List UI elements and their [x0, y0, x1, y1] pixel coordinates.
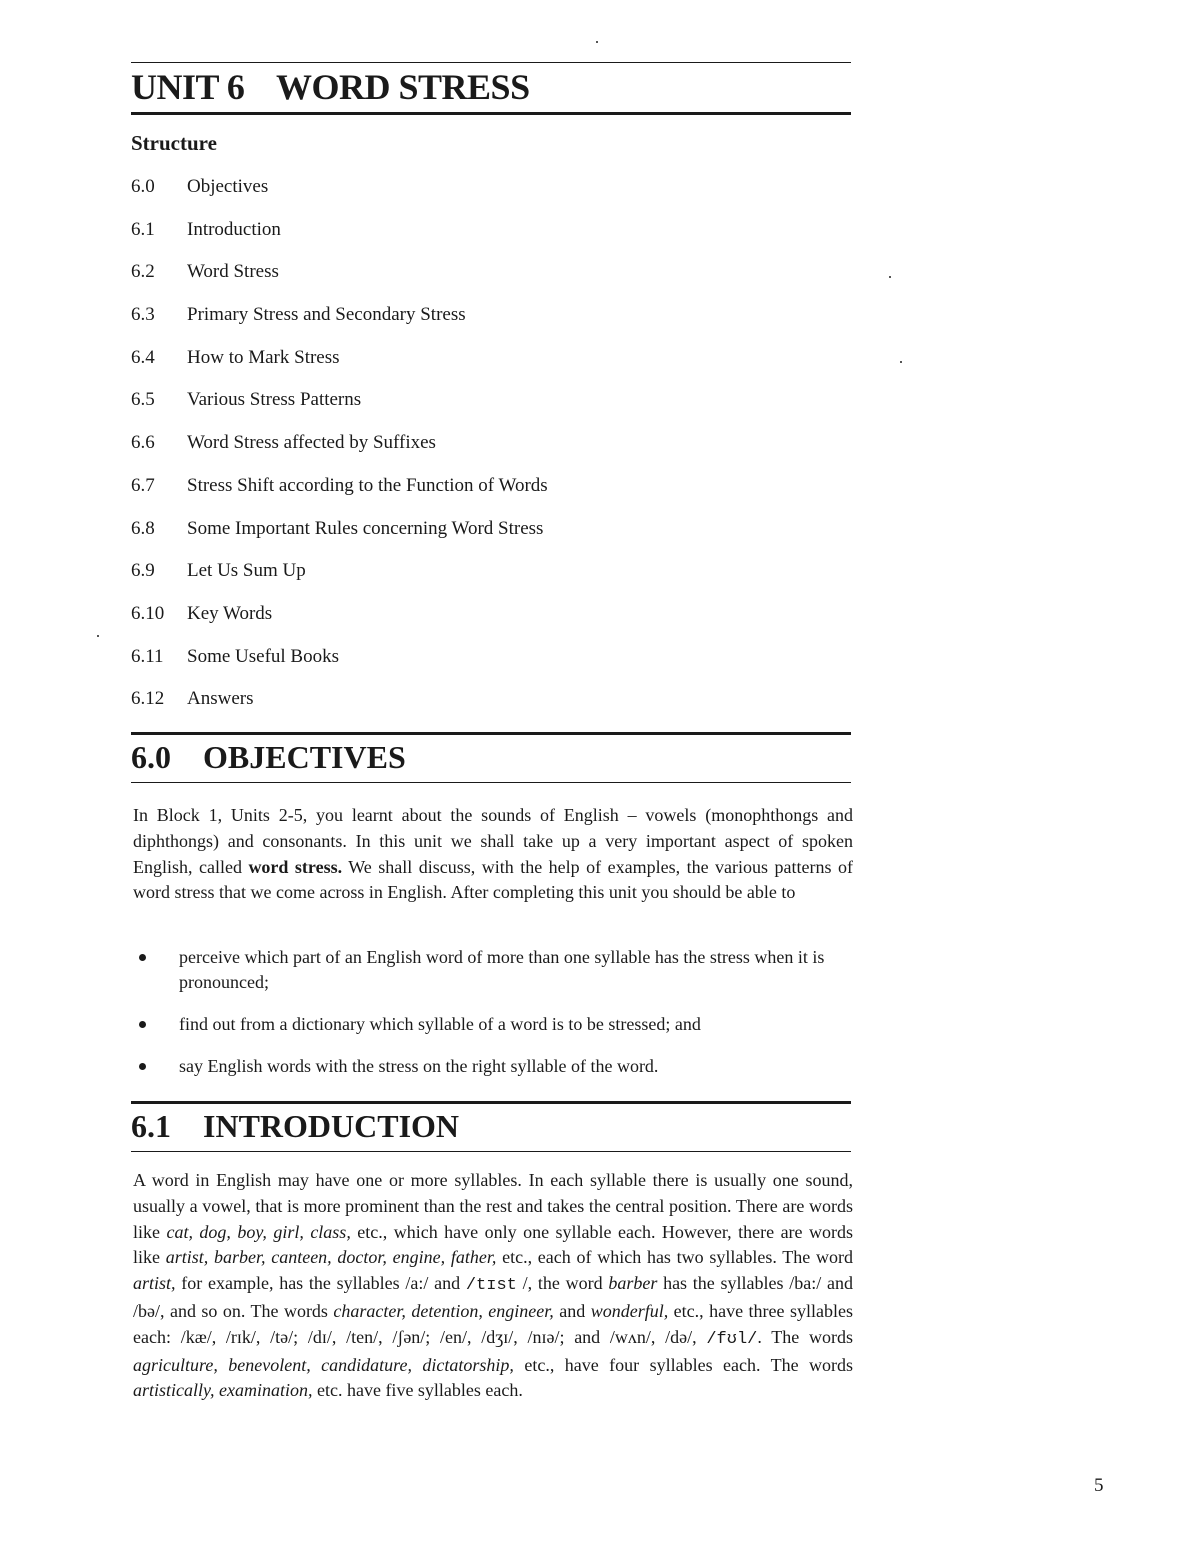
structure-item-number: 6.5 [131, 389, 155, 411]
example-words: character, detention, engineer, [333, 1300, 554, 1321]
structure-item-label: Some Useful Books [187, 645, 339, 667]
paragraph-text: /, the word [516, 1273, 609, 1294]
structure-item-number: 6.7 [131, 474, 155, 496]
structure-item-label: Introduction [187, 218, 281, 240]
paragraph-text: etc., each of which has two syllables. The word [496, 1247, 853, 1268]
structure-item [131, 261, 548, 304]
structure-item-number: 6.3 [131, 304, 155, 326]
section-number: 6.1 [131, 1108, 171, 1144]
section-title-text: INTRODUCTION [203, 1108, 460, 1144]
introduction-paragraph [133, 1168, 853, 1404]
introduction-bottom-rule [131, 1151, 851, 1152]
paragraph-text: has the syllables /ba:/ and /bə/, and so on. The words [133, 1273, 853, 1321]
paragraph-text: In Block 1, Units 2-5, you learnt about the sounds of English – vowels (monophthongs and diphthongs) and consonants. In this unit we shall take up a very important aspect of spoken English, called [133, 805, 853, 877]
example-words: artistically, examination, [133, 1380, 313, 1401]
paragraph-text: We shall discuss, with the help of examples, the various patterns of word stress that we come across in English. After completing this unit you should be able to [133, 856, 853, 903]
structure-heading: Structure [131, 131, 217, 155]
introduction-top-rule [131, 1101, 851, 1104]
key-term: word stress. [248, 856, 343, 877]
unit-title-bottom-rule [131, 112, 851, 115]
structure-item-number: 6.12 [131, 688, 165, 710]
structure-item-number: 6.0 [131, 176, 155, 197]
structure-item [131, 518, 548, 561]
structure-item-number: 6.11 [131, 645, 164, 667]
bullet-item [133, 945, 853, 995]
paragraph-text: etc. have five syllables each. [312, 1380, 523, 1401]
paragraph-text: etc., have three syllables each: /kæ/, /rɪk/, /tə/; /dɪ/, /ten/, /ʃən/; /en/, /dʒɪ/, /nɪə/; and /wʌn/, /də/, [133, 1300, 853, 1347]
structure-item-number: 6.4 [131, 346, 155, 368]
scan-speck [596, 41, 598, 43]
example-words: wonderful, [590, 1300, 669, 1321]
bullet-icon [139, 1021, 146, 1028]
phonetic-transcription: /tɪst [465, 1276, 517, 1296]
scan-speck [97, 635, 99, 637]
section-number: 6.0 [131, 739, 171, 775]
structure-item-number: 6.2 [131, 261, 155, 283]
structure-item [131, 688, 548, 731]
example-words: barber [608, 1273, 658, 1294]
unit-name: WORD STRESS [276, 67, 530, 107]
bullet-text: say English words with the stress on the right syllable of the word. [179, 1056, 659, 1076]
example-words: artist, [133, 1273, 176, 1294]
structure-item-label: Key Words [187, 602, 273, 624]
bullet-icon [139, 1063, 146, 1070]
structure-item-number: 6.1 [131, 218, 155, 240]
structure-item [131, 389, 548, 432]
structure-item-label: Word Stress [187, 261, 279, 283]
bullet-item [133, 1012, 853, 1037]
example-words: agriculture, benevolent, candidature, dictatorship, [133, 1354, 514, 1375]
structure-item [131, 475, 548, 518]
unit-number: UNIT 6 [131, 67, 245, 107]
structure-item-label: Answers [187, 688, 254, 710]
introduction-heading [131, 1108, 459, 1145]
structure-item-label: Various Stress Patterns [187, 389, 362, 411]
bullet-item [133, 1054, 853, 1079]
structure-item [131, 219, 548, 262]
structure-item-number: 6.6 [131, 432, 155, 454]
structure-item-label: How to Mark Stress [187, 346, 340, 368]
scan-speck [889, 276, 891, 278]
page-number: 5 [1094, 1475, 1104, 1496]
structure-item-label: Some Important Rules concerning Word Stress [187, 517, 544, 539]
structure-item [131, 347, 548, 390]
paragraph-text: . The words [757, 1326, 853, 1347]
example-words: artist, barber, canteen, doctor, engine, father, [165, 1247, 497, 1268]
structure-item-number: 6.9 [131, 560, 155, 582]
paragraph-text: etc., which have only one syllable each. However, there are words like [133, 1221, 854, 1268]
structure-item [131, 304, 548, 347]
structure-item-label: Primary Stress and Secondary Stress [187, 304, 466, 326]
structure-item-number: 6.8 [131, 517, 155, 539]
objectives-paragraph [133, 803, 853, 906]
objectives-bullet-list [133, 945, 853, 1096]
objectives-bottom-rule [131, 782, 851, 783]
section-title-text: OBJECTIVES [203, 739, 406, 775]
bullet-icon [139, 954, 146, 961]
structure-item [131, 603, 548, 646]
structure-list [131, 176, 548, 731]
paragraph-text: for example, has the syllables /a:/ and [175, 1273, 466, 1294]
unit-title [131, 66, 530, 108]
scan-speck [900, 361, 902, 363]
paragraph-text: A word in English may have one or more syllables. In each syllable there is usually one sound, usually a vowel, that is more prominent than the rest and takes the central position. There are words like [133, 1170, 853, 1242]
example-words: cat, dog, boy, girl, class, [166, 1221, 351, 1242]
phonetic-transcription: /fʊl/ [706, 1329, 758, 1349]
objectives-heading [131, 739, 406, 776]
structure-item-label: Stress Shift according to the Function of Words [187, 474, 548, 496]
structure-item-label: Let Us Sum Up [187, 560, 306, 582]
structure-item-number: 6.10 [131, 602, 165, 624]
structure-item [131, 432, 548, 475]
structure-item-label: Word Stress affected by Suffixes [187, 432, 436, 454]
structure-item [131, 176, 548, 219]
paragraph-text: etc., have four syllables each. The words [513, 1354, 853, 1375]
bullet-text: perceive which part of an English word of more than one syllable has the stress when it is pronounced; [179, 947, 825, 992]
structure-item-label: Objectives [187, 176, 269, 197]
structure-item [131, 646, 548, 689]
bullet-text: find out from a dictionary which syllable of a word is to be stressed; and [179, 1014, 701, 1034]
unit-title-top-rule [131, 62, 851, 63]
objectives-top-rule [131, 732, 851, 735]
paragraph-text: and [553, 1300, 591, 1321]
structure-item [131, 560, 548, 603]
